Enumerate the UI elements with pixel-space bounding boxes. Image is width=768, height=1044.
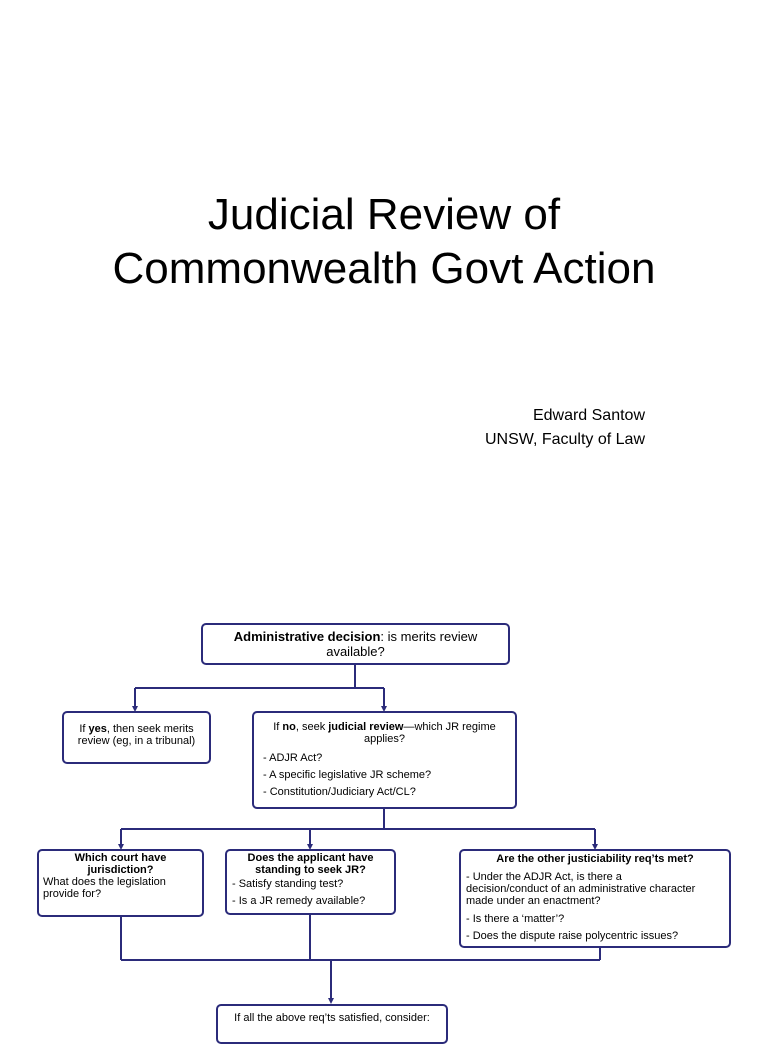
root-text-2: available? — [326, 644, 385, 659]
judicial-review-box — [252, 711, 517, 809]
judicial-item-constitution: - Constitution/Judiciary Act/CL? — [263, 786, 416, 798]
merits-post: , then seek merits — [106, 723, 194, 735]
merits-yes: yes — [88, 723, 107, 735]
merits-pre: If — [79, 723, 89, 735]
judicial-line-2: applies? — [364, 733, 405, 745]
justiciability-item-3: - Does the dispute raise polycentric issues? — [466, 930, 679, 942]
title-line-2: Commonwealth Govt Action — [112, 244, 656, 293]
standing-bold-1: Does the applicant have — [247, 852, 374, 864]
author-name: Edward Santow — [532, 407, 645, 424]
court-line-1: What does the legislation — [43, 876, 166, 888]
merits-review-box — [62, 711, 211, 764]
judicial-jr: judicial review — [328, 721, 404, 733]
justiciability-box — [459, 849, 731, 948]
court-line-2: provide for? — [43, 888, 102, 900]
court-bold-1: Which court have — [74, 852, 167, 864]
court-bold-2: jurisdiction? — [87, 864, 154, 876]
justiciability-item-1-line-1: - Under the ADJR Act, is there a — [466, 871, 622, 883]
root-bold-text: Administrative decision — [233, 629, 381, 644]
root-decision-box — [201, 623, 510, 665]
root-text-1: : is merits review — [380, 629, 478, 644]
judicial-item-adjr: - ADJR Act? — [263, 752, 323, 764]
justiciability-bold: Are the other justiciability req’ts met? — [496, 853, 694, 865]
judicial-mid: , seek — [295, 721, 329, 733]
judicial-post: —which JR regime — [403, 721, 496, 733]
judicial-item-scheme: - A specific legislative JR scheme? — [263, 769, 432, 781]
standing-item-test: - Satisfy standing test? — [232, 878, 344, 890]
standing-box — [225, 849, 396, 915]
final-text: If all the above req’ts satisfied, consider: — [234, 1012, 430, 1024]
judicial-no: no — [282, 721, 296, 733]
judicial-pre: If — [273, 721, 283, 733]
standing-bold-2: standing to seek JR? — [255, 864, 366, 876]
merits-line-2: review (eg, in a tribunal) — [77, 735, 196, 747]
justiciability-item-1-line-3: made under an enactment? — [466, 895, 601, 907]
justiciability-item-2: - Is there a ‘matter’? — [466, 913, 565, 925]
title-line-1: Judicial Review of — [207, 190, 561, 239]
court-jurisdiction-box — [37, 849, 204, 917]
standing-item-remedy: - Is a JR remedy available? — [232, 895, 366, 907]
author-affiliation: UNSW, Faculty of Law — [484, 431, 645, 448]
justiciability-item-1-line-2: decision/conduct of an administrative character — [466, 883, 696, 895]
final-consider-box — [216, 1004, 448, 1044]
